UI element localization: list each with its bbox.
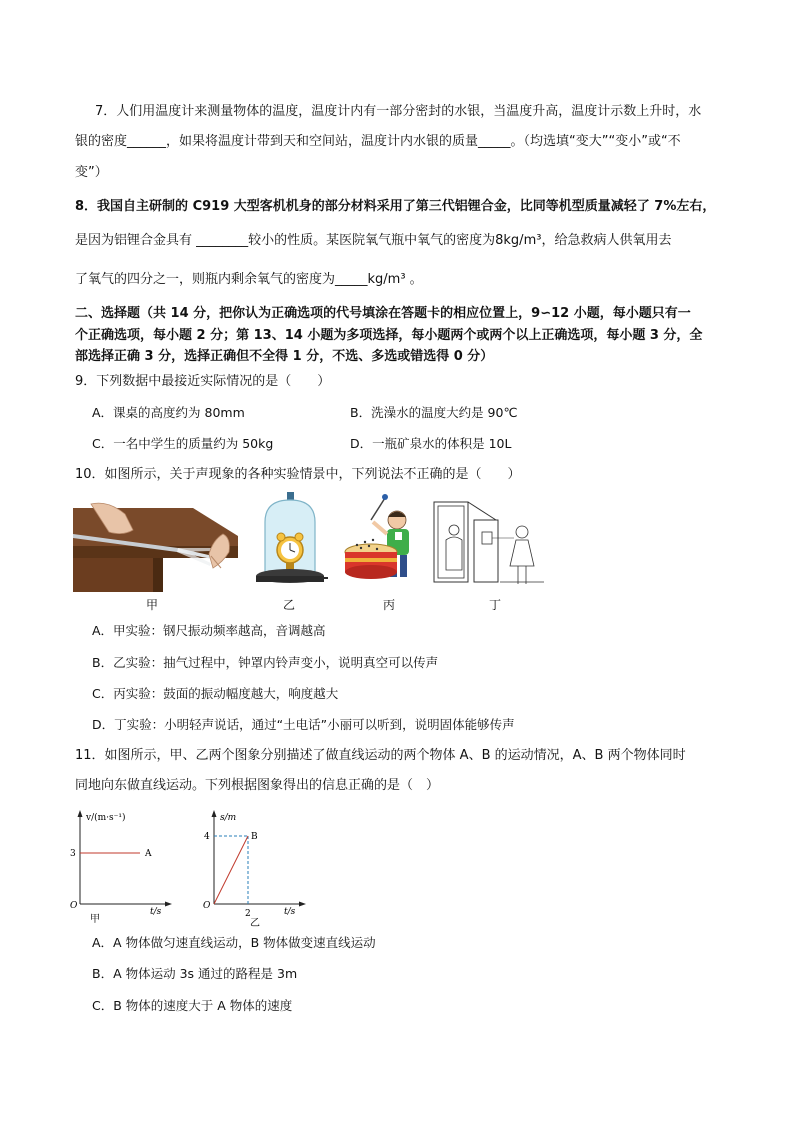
- q7-line-1: 7．人们用温度计来测量物体的温度，温度计内有一部分密封的水银，当温度升高，温度计示数上升时，水: [95, 104, 702, 119]
- graph-yi-ylabel: s/m: [220, 813, 237, 823]
- q9-option-b: B．洗澡水的温度大约是 90℃: [350, 405, 518, 420]
- graph-jia-caption: 甲: [90, 914, 100, 925]
- figure-bing-caption: 丙: [383, 598, 396, 612]
- figure-ding-caption: 丁: [489, 598, 502, 612]
- graph-yi-y-arrow: [212, 810, 217, 817]
- q7-line-2: 银的密度______，如果将温度计带到天和空间站，温度计内水银的质量_____。（均选填“变大”“变小”或“不: [75, 134, 681, 149]
- q10-option-a: A．甲实验：钢尺振动频率越高，音调越高: [92, 623, 326, 638]
- graph-jia-ylabel: v/(m·s⁻¹): [86, 813, 126, 823]
- graph-jia-y-arrow: [78, 810, 83, 817]
- graph-yi-ytick: 4: [204, 832, 210, 842]
- q10-option-b: B．乙实验：抽气过程中，钟罩内铃声变小，说明真空可以传声: [92, 655, 439, 670]
- graph-yi-line-b: [214, 836, 248, 904]
- graph-jia-origin: O: [70, 901, 78, 911]
- q7-line-3: 变”）: [75, 165, 108, 180]
- graph-yi-x-arrow: [299, 902, 306, 907]
- figure-bing-drum: [343, 490, 428, 590]
- figure-jia-caption: 甲: [146, 598, 159, 612]
- q11-option-b: B．A 物体运动 3s 通过的路程是 3m: [92, 966, 298, 981]
- graph-yi-xlabel: t/s: [284, 907, 296, 917]
- graph-yi-series-label: B: [251, 832, 258, 842]
- graph-yi-xtick: 2: [245, 909, 251, 919]
- q11-line-1: 11．如图所示，甲、乙两个图象分别描述了做直线运动的两个物体 A、B 的运动情况，A、B 两个物体同时: [75, 748, 686, 763]
- q8-line-2: 是因为铝锂合金具有 ________较小的性质。某医院氧气瓶中氧气的密度为8kg/m³，给急救病人供氧用去: [75, 233, 672, 248]
- q9-option-d: D．一瓶矿泉水的体积是 10L: [350, 436, 512, 451]
- graph-yi-st: [200, 808, 310, 929]
- q9-option-c: C．一名中学生的质量约为 50kg: [92, 436, 274, 451]
- graph-jia-vt: [68, 808, 178, 926]
- q11-option-c: C．B 物体的速度大于 A 物体的速度: [92, 998, 293, 1013]
- q10-option-d: D．丁实验：小明轻声说话，通过“土电话”小丽可以听到，说明固体能够传声: [92, 717, 515, 732]
- figure-jia-ruler: [73, 496, 238, 592]
- graph-jia-xlabel: t/s: [150, 907, 162, 917]
- graph-jia-x-arrow: [165, 902, 172, 907]
- q11-option-a: A．A 物体做匀速直线运动，B 物体做变速直线运动: [92, 935, 376, 950]
- graph-jia-ytick: 3: [70, 849, 76, 859]
- figure-yi-bell-jar: [253, 492, 328, 590]
- q9-option-a: A．课桌的高度约为 80mm: [92, 405, 245, 420]
- graph-yi-origin: O: [203, 901, 211, 911]
- graph-yi-caption: 乙: [250, 918, 260, 929]
- q10-stem: 10．如图所示，关于声现象的各种实验情景中，下列说法不正确的是（ ）: [75, 467, 521, 482]
- section2-line-2: 个正确选项，每小题 2 分；第 13、14 小题为多项选择，每小题两个或两个以上正确选项，每小题 3 分，全: [75, 328, 703, 343]
- graph-jia-series-label: A: [145, 849, 152, 859]
- section2-line-1: 二、选择题（共 14 分，把你认为正确选项的代号填涂在答题卡的相应位置上，9∽12 小题，每小题只有一: [75, 306, 691, 321]
- figure-ding-string-phone: [434, 500, 544, 590]
- section2-line-3: 部选择正确 3 分，选择正确但不全得 1 分，不选、多选或错选得 0 分）: [75, 349, 494, 364]
- q8-line-1: 8．我国自主研制的 C919 大型客机机身的部分材料采用了第三代铝锂合金，比同等机型质量减轻了 7%左右，: [75, 199, 716, 214]
- q9-stem: 9．下列数据中最接近实际情况的是（ ）: [75, 374, 331, 389]
- q11-line-2: 同地向东做直线运动。下列根据图象得出的信息正确的是（ ）: [75, 778, 440, 793]
- figure-yi-caption: 乙: [283, 598, 296, 612]
- q8-line-3: 了氧气的四分之一，则瓶内剩余氧气的密度为_____kg/m³ 。: [75, 272, 423, 287]
- q10-option-c: C．丙实验：鼓面的振动幅度越大，响度越大: [92, 686, 339, 701]
